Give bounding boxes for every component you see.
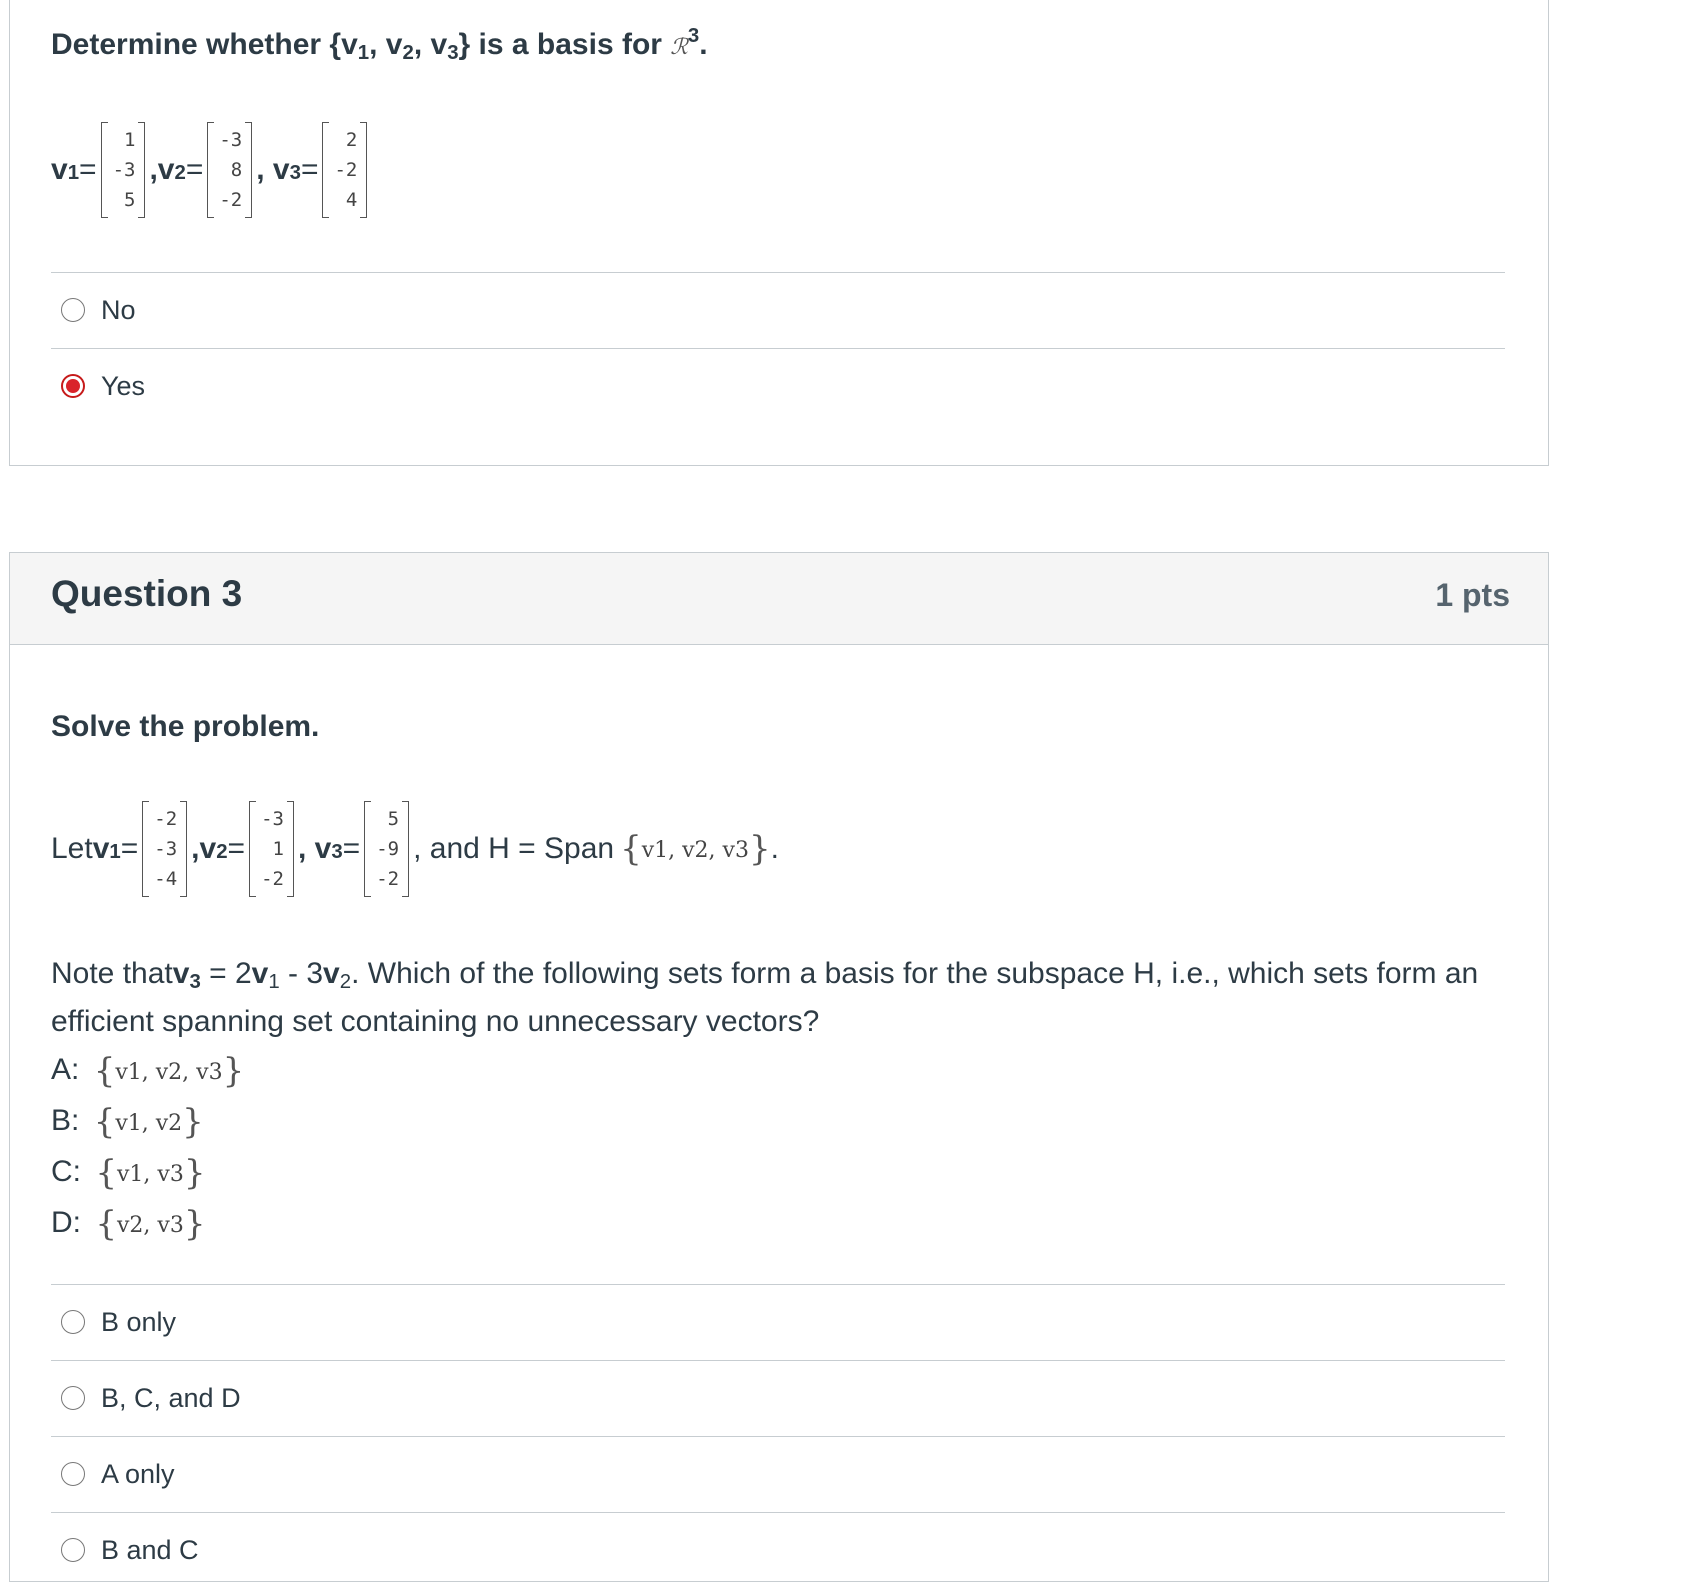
real-numbers-symbol: ℛ xyxy=(670,35,688,60)
option-a: A: {v1, v2, v3} xyxy=(51,1051,245,1091)
answer-b-only[interactable]: B only xyxy=(51,1284,1505,1360)
option-d: D: {v2, v3} xyxy=(51,1204,206,1244)
question-instruction: Solve the problem. xyxy=(51,710,320,743)
question-header xyxy=(10,553,1548,645)
answer-no[interactable]: No xyxy=(51,272,1505,348)
radio-b-and-c[interactable] xyxy=(61,1538,85,1562)
question-points: 1 pts xyxy=(1435,577,1510,613)
radio-a-only[interactable] xyxy=(61,1462,85,1486)
question-3-vectors: Let v 1 = -2 -3 -4 ,v 2 = -3 1 -2 , v 3 = 5 -9 -2 , and H = Span {v1, v2, v3} . xyxy=(51,801,779,897)
vector-v3-matrix: 5 -9 -2 xyxy=(364,801,409,897)
question-2-card xyxy=(9,0,1549,466)
question-2-prompt: Determine whether {$v_1$, $v_2$, $v_3$} is a basis for ℛ$^3$. xyxy=(51,24,708,65)
answer-b-c-and-d[interactable]: B, C, and D xyxy=(51,1360,1505,1436)
vector-v1-matrix: -2 -3 -4 xyxy=(142,801,187,897)
radio-b-only[interactable] xyxy=(61,1310,85,1334)
span-set: {v1, v2, v3} xyxy=(620,829,771,869)
question-title: Question 3 xyxy=(51,573,243,614)
vector-v1-matrix: 1 -3 5 xyxy=(101,122,146,218)
radio-yes-selected[interactable] xyxy=(61,374,85,398)
answer-yes[interactable]: Yes xyxy=(51,348,1505,424)
option-c: C: {v1, v3} xyxy=(51,1153,206,1193)
radio-no[interactable] xyxy=(61,298,85,322)
vector-v3-matrix: 2 -2 4 xyxy=(322,122,367,218)
radio-b-c-and-d[interactable] xyxy=(61,1386,85,1410)
vector-v2-matrix: -3 8 -2 xyxy=(207,122,252,218)
vector-v2-matrix: -3 1 -2 xyxy=(249,801,294,897)
answer-b-and-c[interactable]: B and C xyxy=(51,1512,1505,1588)
question-2-vectors: v 1 = 1 -3 5 ,v 2 = -3 8 -2 , v 3 = 2 -2 4 xyxy=(51,122,371,218)
question-3-card xyxy=(9,552,1549,1582)
answer-a-only[interactable]: A only xyxy=(51,1436,1505,1512)
option-b: B: {v1, v2} xyxy=(51,1102,204,1142)
question-note: Note thatv$_3$ = $2v_1 - 3v_2$. Which of the following sets form a basis for the subspace H, i.e., which sets form an efficient spanning set containing no unnecessary vectors? A: {v1, v2, v3} B: {v1, v2} C: {v1, v3} D: {v2, v3} xyxy=(51,950,1491,1250)
